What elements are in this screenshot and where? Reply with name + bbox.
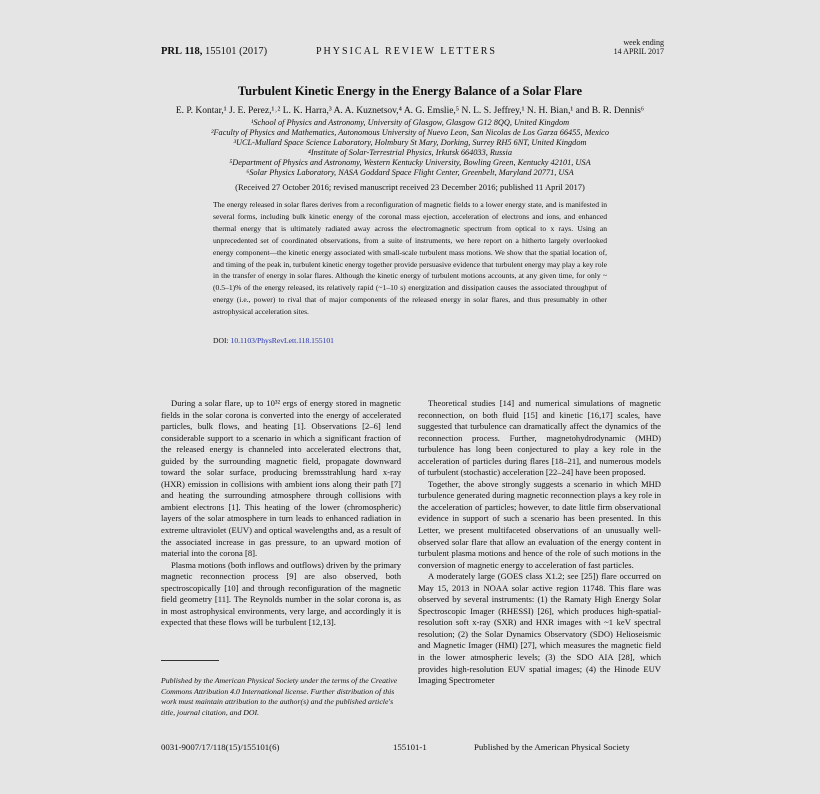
paragraph: During a solar flare, up to 10³² ergs of energy stored in magnetic fields in the solar corona is converted into the energy of accelerated particles, bulk flows, and heating [1]. Observations [2–6] lend considerable support to a scenario in which a significant fraction of the released energy is channeled into accelerated electrons that, guided by the surrounding magnetic field, propagate downward toward the solar surface, producing bremsstrahlung hard x-ray (HXR) emission in collisions with ambient ions along their path [7] and heating the surrounding atmosphere through collisions with ambient electrons [1]. This heating of the lower (chromospheric) layers of the solar atmosphere in turn leads to enhanced radiation in extreme ultraviolet (EUV) and optical wavelengths and, as a result of the associated increase in gas pressure, to an upward motion of material into the corona [8]. (161, 398, 401, 559)
received-dates: (Received 27 October 2016; revised manuscript received 23 December 2016; published 11 April 2017) (235, 182, 585, 192)
paragraph: Together, the above strongly suggests a scenario in which MHD turbulence generated during magnetic reconnection plays a key role in the acceleration of particles; however, to date little firm observational evidence in support of such a scenario has been presented. In this Letter, we present multifaceted observations of an unusually well-observed solar flare that allow an evaluation of the energy content in turbulent plasma motions and hence of the role of such motions in the conversion of magnetic energy to acceleration of fast particles. (418, 478, 661, 570)
issue-date (600, 38, 664, 56)
footnote-divider (161, 660, 219, 661)
left-column (161, 398, 401, 629)
paragraph: Plasma motions (both inflows and outflows) driven by the primary magnetic reconnection process [9] are also observed, both spectroscopically [10] and through reconfiguration of the magnetic field geometry [11]. The Reynolds number in the solar corona is, as in most astrophysical environments, very large, and accordingly it is expected that these flows will be turbulent [12,13]. (161, 559, 401, 628)
affiliation: ⁵Department of Physics and Astronomy, Western Kentucky University, Bowling Green, Kentucky 42101, USA (229, 158, 591, 167)
affiliation: ³UCL-Mullard Space Science Laboratory, Holmbury St Mary, Dorking, Surrey RH5 6NT, United Kingdom (233, 138, 587, 147)
footer-publisher: Published by the American Physical Society (474, 742, 630, 752)
affiliations (150, 118, 670, 178)
doi-link[interactable]: 10.1103/PhysRevLett.118.155101 (230, 336, 334, 345)
paragraph: A moderately large (GOES class X1.2; see [25]) flare occurred on May 15, 2013 in NOAA solar active region 11748. This flare was observed by several instruments: (1) the Ramaty High Energy Solar Spectroscopic Imager (RHESSI) [26], which produces high-spatial-resolution soft x-ray (SXR) and HXR images with ~1 keV spectral resolution; (2) the Solar Dynamics Observatory (SDO) Helioseismic and Magnetic Imager (HMI) [27], which measures the magnetic field in the lower atmospheric levels; (3) the SDO AIA [28], which provides high-resolution EUV spatial images; (4) the Hinode EUV Imaging Spectrometer (418, 571, 661, 686)
abstract: The energy released in solar flares derives from a reconfiguration of magnetic fields to a lower energy state, and is manifested in several forms, including bulk kinetic energy of the coronal mass ejection, acceleration of electrons and ions, and enhanced thermal energy that is ultimately radiated away across the electromagnetic spectrum from optical to x rays. Using an unprecedented set of coordinated observations, from a suite of instruments, we here report on a hitherto largely overlooked energy component—the kinetic energy associated with small-scale turbulent mass motions. We show that the spatial location of, and timing of the peak in, turbulent kinetic energy together provide persuasive evidence that turbulent energy may play a key role in the transfer of energy in solar flares. Although the kinetic energy of turbulent motions accounts, at any given time, for only ~(0.5–1)% of the energy released, its relatively rapid (~1–10 s) energization and dissipation causes the associated throughput of energy (i.e., power) to rival that of major components of the released energy in solar flares, and thus presumably in other astrophysical acceleration sites. (213, 200, 607, 317)
doi-line (213, 336, 334, 345)
affiliation: ²Faculty of Physics and Mathematics, Autonomous University of Nuevo Leon, San Nicolas de Los Garza 66455, Mexico (211, 128, 609, 137)
footer-issn: 0031-9007/17/118(15)/155101(6) (161, 742, 280, 752)
doi-label: DOI: (213, 336, 229, 345)
right-column (418, 398, 661, 687)
paragraph: Theoretical studies [14] and numerical simulations of magnetic reconnection, on both fluid [15] and kinetic [16,17] scales, have suggested that turbulence can dramatically affect the dynamics of the reconnection process. Further, magnetohydrodynamic (MHD) turbulence has long been conjectured to play a key role in the acceleration of particles during flares [18–21], and numerous models of turbulent (stochastic) acceleration [22–24] have been proposed. (418, 398, 661, 478)
affiliation: ⁴Institute of Solar-Terrestrial Physics, Irkutsk 664033, Russia (308, 148, 512, 157)
footer-page-number: 155101-1 (393, 742, 427, 752)
volume: 118, (184, 46, 203, 57)
journal-abbrev: PRL (161, 46, 182, 57)
week-ending-label: week ending (623, 38, 664, 47)
date: 14 APRIL 2017 (613, 47, 664, 56)
author-list: E. P. Kontar,¹ J. E. Perez,¹˒² L. K. Harra,³ A. A. Kuznetsov,⁴ A. G. Emslie,⁵ N. L. S. Jeffrey,¹ N. H. Bian,¹ and B. R. Dennis⁶ (175, 106, 645, 116)
license-footnote: Published by the American Physical Society under the terms of the Creative Commons Attribution 4.0 International license. Further distribution of this work must maintain attribution to the author(s) and the published article's title, journal citation, and DOI. (161, 676, 398, 717)
running-header-citation (161, 46, 267, 57)
affiliation: ¹School of Physics and Astronomy, University of Glasgow, Glasgow G12 8QQ, United Kingdom (250, 118, 570, 127)
article-number: 155101 (2017) (205, 46, 268, 57)
paper-title: Turbulent Kinetic Energy in the Energy Balance of a Solar Flare (237, 84, 583, 98)
affiliation: ⁶Solar Physics Laboratory, NASA Goddard Space Flight Center, Greenbelt, Maryland 20771, USA (246, 168, 574, 177)
journal-name: PHYSICAL REVIEW LETTERS (316, 46, 497, 57)
